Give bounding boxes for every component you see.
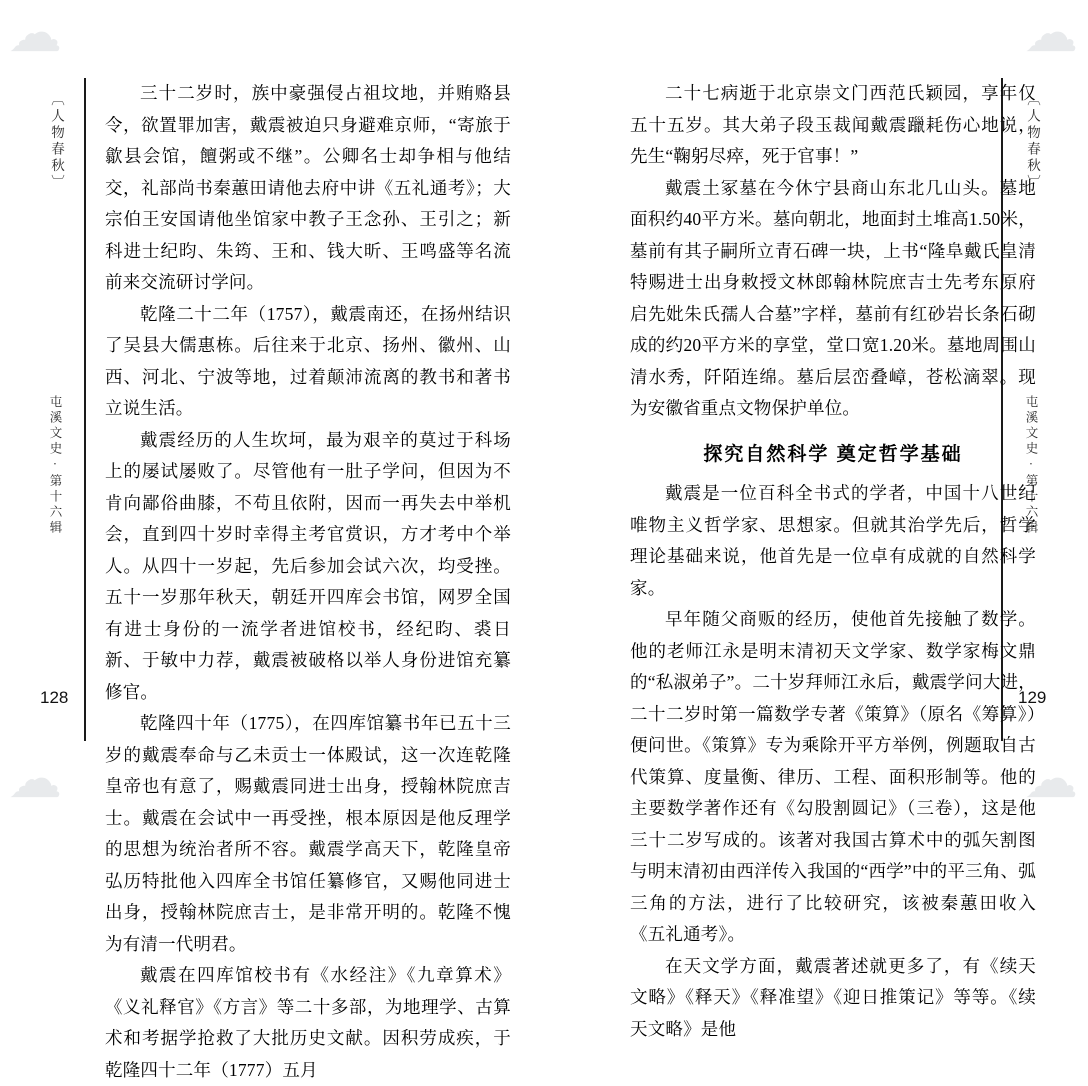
paragraph: 乾隆二十二年（1757），戴震南还，在扬州结识了吴县大儒惠栋。后往来于北京、扬州、徽州、山西、河北、宁波等地，过着颠沛流离的教书和著书立说生活。	[105, 303, 511, 418]
running-head-left-bottom: 屯溪文史·第十六辑	[48, 395, 62, 536]
paragraph: 戴震是一位百科全书式的学者，中国十八世纪唯物主义哲学家、思想家。但就其治学先后，哲学理论基础来说，他首先是一位卓有成就的自然科学家。	[630, 483, 1036, 598]
page-number-left: 128	[40, 688, 69, 707]
running-head-right-top: 〔人物春秋〕	[1025, 92, 1040, 191]
running-head-right-bottom: 屯溪文史·第十六辑	[1024, 395, 1038, 536]
right-page-text-column	[630, 78, 1036, 1039]
paragraph: 在天文学方面，戴震著述就更多了，有《续天文略》《释天》《释准望》《迎日推策记》等等。《续天文略》是他	[630, 955, 1036, 1039]
section-heading: 探究自然科学 奠定哲学基础	[703, 443, 963, 465]
paragraph: 戴震在四库馆校书有《水经注》《九章算术》《义礼释官》《方言》等二十多部，为地理学、古算术和考据学抢救了大批历史文献。因积劳成疾，于乾隆四十二年（1777）五月	[105, 965, 511, 1080]
paragraph: 早年随父商贩的经历，使他首先接触了数学。他的老师江永是明末清初天文学家、数学家梅文鼎的“私淑弟子”。二十岁拜师江永后，戴震学问大进，二十二岁时第一篇数学专著《策算》（原名《筹算》）便问世。《策算》专为乘除开平方举例，例题取自古代策算、度量衡、律历、工程、面积形制等。他的主要数学著作还有《勾股割圆记》（三卷），这是他三十二岁写成的。该著对我国古算术中的弧矢割图与明末清初由西洋传入我国的“西学”中的平三角、弧三角的方法，进行了比较研究，该被秦蕙田收入《五礼通考》。	[630, 609, 1036, 944]
cloud-ornament-top-right: ☁	[1024, 3, 1078, 63]
cloud-ornament-top-left: ☁	[8, 3, 62, 63]
cloud-ornament-bottom-right: ☁	[1024, 749, 1078, 809]
left-page-text-column	[105, 78, 511, 1080]
paragraph: 三十二岁时，族中豪强侵占祖坟地，并贿赂县令，欲置罪加害，戴震被迫只身避难京师，“寄旅于歙县会馆，饘粥或不继”。公卿名士却争相与他结交，礼部尚书秦蕙田请他去府中讲《五礼通考》；大宗伯王安国请他坐馆家中教子王念孙、王引之；新科进士纪昀、朱筠、王和、钱大昕、王鸣盛等名流前来交流研讨学问。	[105, 83, 511, 292]
paragraph: 戴震土冢墓在今休宁县商山东北几山头。墓地面积约40平方米。墓向朝北，地面封土堆高1.50米，墓前有其子嗣所立青石碑一块，上书“隆阜戴氏皇清特赐进士出身敕授文林郎翰林院庶吉士先考东原府启先妣朱氏孺人合墓”字样，墓前有红砂岩长条石砌成的约20平方米的享堂，堂口宽1.20米。墓地周围山清水秀，阡陌连绵。墓后层峦叠嶂，苍松滴翠。现为安徽省重点文物保护单位。	[630, 177, 1036, 418]
running-head-left-top: 〔人物春秋〕	[49, 92, 64, 191]
cloud-ornament-bottom-left: ☁	[8, 749, 62, 809]
paragraph: 乾隆四十年（1775），在四库馆纂书年已五十三岁的戴震奉命与乙未贡士一体殿试，这一次连乾隆皇帝也有意了，赐戴震同进士出身，授翰林院庶吉士。戴震在会试中一再受挫，根本原因是他反理学的思想为统治者所不容。戴震学高天下，乾隆皇帝弘历特批他入四库全书馆任纂修官，又赐他同进士出身，授翰林院庶吉士，是非常开明的。乾隆不愧为有清一代明君。	[105, 713, 511, 954]
paragraph: 二十七病逝于北京崇文门西范氏颖园，享年仅五十五岁。其大弟子段玉裁闻戴震躐耗伤心地说，先生“鞠躬尽瘁，死于官事！”	[630, 83, 1036, 166]
left-page-rule	[84, 78, 86, 741]
page-number-right: 129	[1018, 688, 1047, 707]
paragraph: 戴震经历的人生坎坷，最为艰辛的莫过于科场上的屡试屡败了。尽管他有一肚子学问，但因为不肯向鄙俗曲膝，不苟且依附，因而一再失去中举机会，直到四十岁时幸得主考官赏识，方才考中个举人。从四十一岁起，先后参加会试六次，均受挫。五十一岁那年秋天，朝廷开四库会书馆，网罗全国有进士身份的一流学者进馆校书，经纪昀、裘日新、于敏中力荐，戴震被破格以举人身份进馆充纂修官。	[105, 429, 511, 702]
